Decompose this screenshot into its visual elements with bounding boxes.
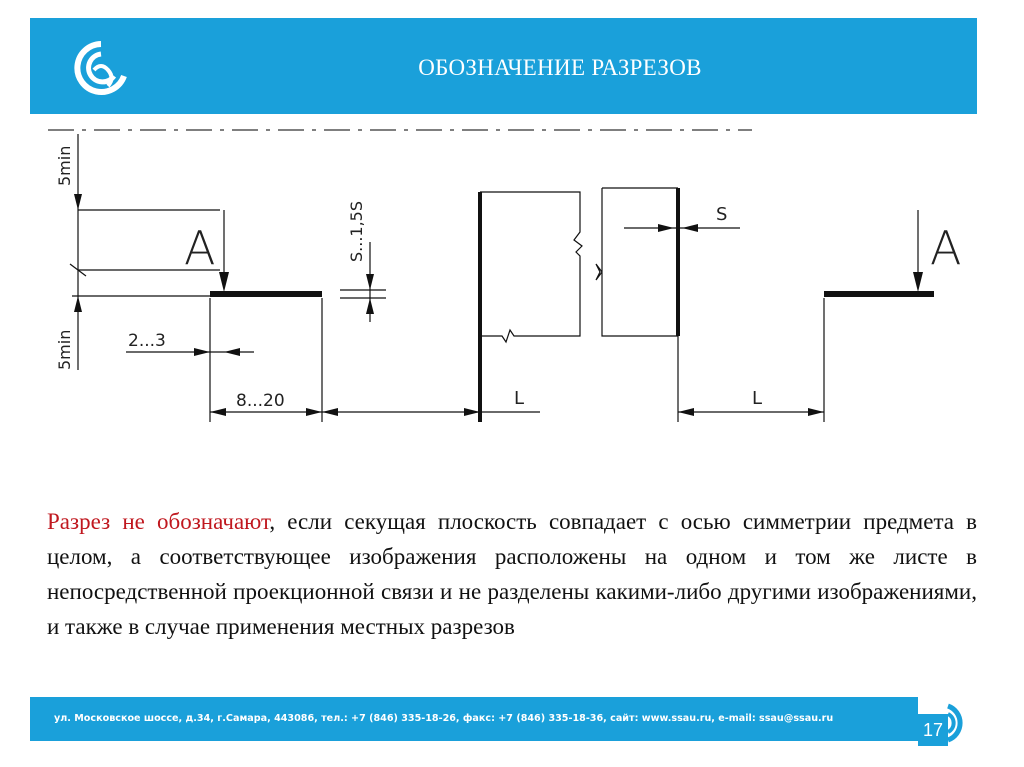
explanation-paragraph	[47, 504, 977, 644]
dim-l-left: L	[514, 388, 525, 409]
rule-text: , если секущая плоскость совпадает с осью симметрии предмета в целом, а соответствующее изображения расположены на одном и том же листе в непосредственной проекционной связи и не разделены какими-либо другими изображениями, и также в случае применения местных разрезов	[47, 509, 977, 639]
footer-address: ул. Московское шоссе, д.34, г.Самара, 443086, тел.: +7 (846) 335-18-26, факс: +7 (846) 335-18-36, сайт: www.ssau.ru, e-mail: ssau@ssau.ru	[54, 713, 834, 724]
footer-bar	[30, 697, 918, 741]
footer-logo-icon	[936, 700, 976, 746]
page-number: 17	[918, 714, 948, 746]
dim-5min-bottom: 5min	[55, 329, 74, 370]
section-letter-right: A	[930, 221, 962, 275]
dim-s-range: S...1,5S	[347, 200, 366, 262]
dim-l-right: L	[752, 388, 763, 409]
header-bar	[30, 18, 977, 114]
section-letter-left: A	[184, 221, 216, 275]
page-title: ОБОЗНАЧЕНИЕ РАЗРЕЗОВ	[418, 55, 702, 80]
dim-2-3: 2...3	[128, 331, 166, 351]
dim-5min-top: 5min	[55, 145, 74, 186]
dim-8-20: 8...20	[236, 391, 285, 411]
university-logo-icon	[74, 40, 128, 100]
section-drawing	[40, 122, 1000, 452]
dim-s: S	[716, 204, 728, 225]
rule-highlight: Разрез не обозначают	[47, 509, 270, 534]
